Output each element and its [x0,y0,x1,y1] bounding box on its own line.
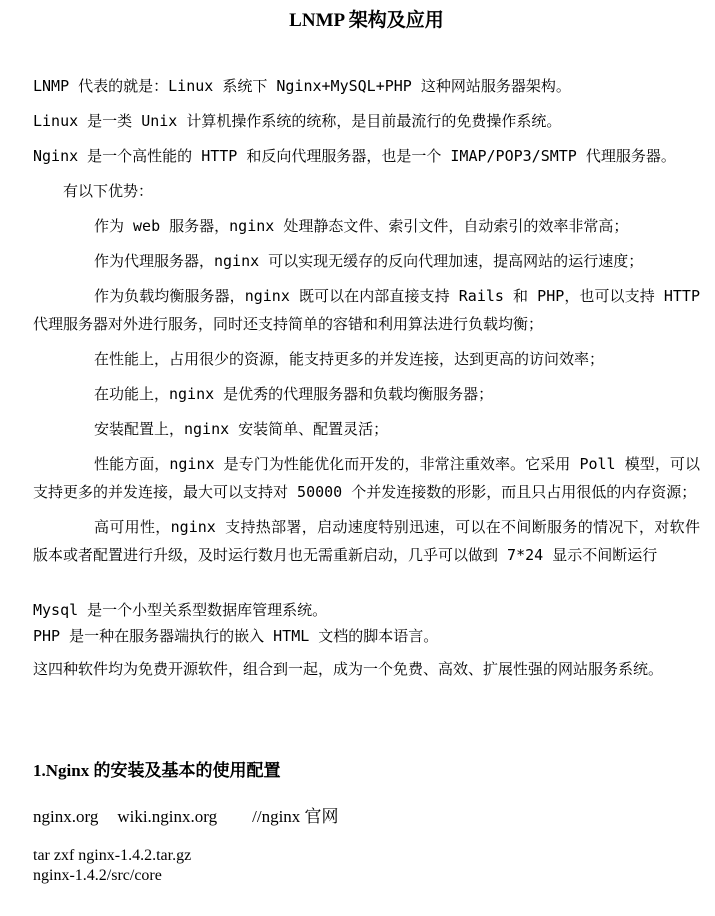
advantage-web-server: 作为 web 服务器，nginx 处理静态文件、索引文件，自动索引的效率非常高； [94,217,629,235]
advantage-high-availability: 高可用性，nginx 支持热部署，启动速度特别迅速，可以在不间断服务的情况下，对软件版本或者配置进行升级，及时运行数月也无需重新启动，几乎可以做到 7*24 显示不间断运行 [33,518,700,564]
advantage-optimization: 性能方面，nginx 是专门为性能优化而开发的，非常注重效率。它采用 Poll 模型，可以支持更多的并发连接，最大可以支持对 50000 个并发连接数的形影，而且只占用很低的内存资源； [33,455,700,501]
paragraph-advantages-lead: 有以下优势： [63,182,154,200]
document-title: LNMP 架构及应用 [289,10,444,31]
paragraph-nginx-definition: Nginx 是一个高性能的 HTTP 和反向代理服务器，也是一个 IMAP/POP3/SMTP 代理服务器。 [33,147,676,165]
advantage-proxy-server: 作为代理服务器，nginx 可以实现无缓存的反向代理加速，提高网站的运行速度； [94,252,644,270]
advantage-performance: 在性能上，占用很少的资源，能支持更多的并发连接，达到更高的访问效率； [94,350,605,368]
paragraph-mysql-definition: Mysql 是一个小型关系型数据库管理系统。 [33,601,328,619]
command-src-core-path: nginx-1.4.2/src/core [33,867,162,884]
advantage-load-balancer: 作为负载均衡服务器，nginx 既可以在内部直接支持 Rails 和 PHP，也可以支持 HTTP 代理服务器对外进行服务，同时还支持简单的容错和利用算法进行负载均衡； [33,287,700,333]
paragraph-linux-definition: Linux 是一类 Unix 计算机操作系统的统称，是目前最流行的免费操作系统。 [33,112,562,130]
paragraph-combination-summary: 这四种软件均为免费开源软件，组合到一起，成为一个免费、高效、扩展性强的网站服务系统。 [33,660,664,678]
paragraph-php-definition: PHP 是一种在服务器端执行的嵌入 HTML 文档的脚本语言。 [33,627,439,645]
nginx-websites-line [33,807,700,827]
command-tar-extract: tar zxf nginx-1.4.2.tar.gz [33,847,192,864]
advantage-installation: 安装配置上，nginx 安装简单、配置灵活； [94,420,389,438]
advantage-functionality: 在功能上，nginx 是优秀的代理服务器和负载均衡服务器； [94,385,494,403]
wiki-nginx-org-url: wiki.nginx.org [117,807,218,826]
command-block [33,846,700,886]
section-heading-nginx-install: 1.Nginx 的安装及基本的使用配置 [33,761,281,780]
paragraph-lnmp-definition: LNMP 代表的就是：Linux 系统下 Nginx+MySQL+PHP 这种网站服务器架构。 [33,77,571,95]
nginx-official-site-comment: //nginx 官网 [252,807,339,826]
nginx-org-url: nginx.org [33,807,99,826]
